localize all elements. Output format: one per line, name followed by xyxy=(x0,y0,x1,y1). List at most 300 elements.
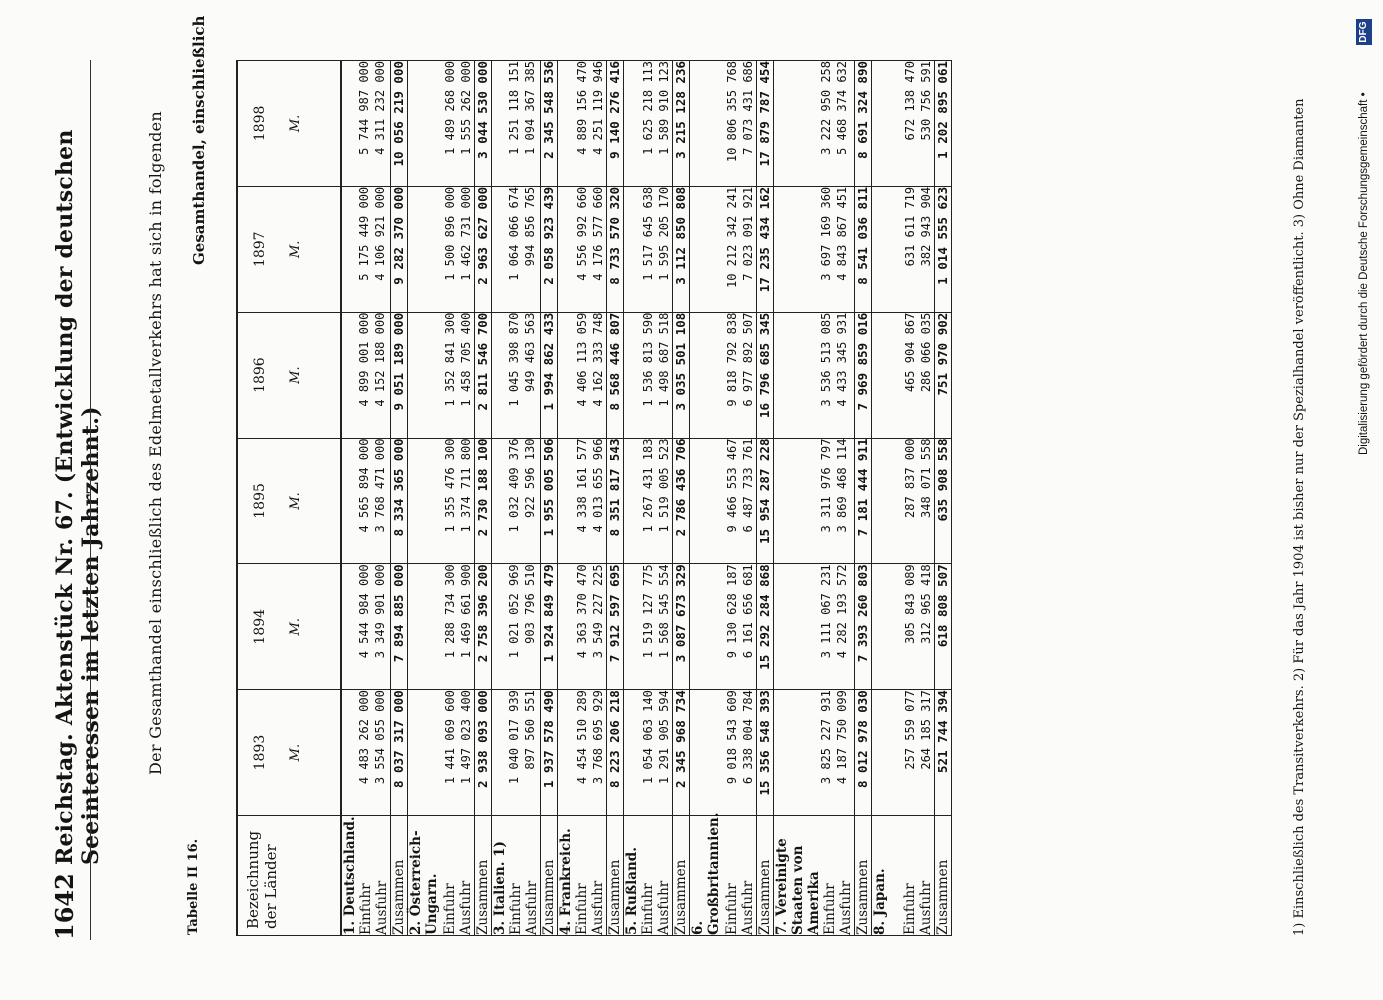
einfuhr-value: 3 825 227 931 xyxy=(819,690,833,785)
einfuhr-value: 1 441 069 600 xyxy=(443,690,457,785)
value-cell xyxy=(408,61,475,187)
value-cell xyxy=(690,312,757,438)
total-value: 2 963 627 000 xyxy=(475,186,492,312)
total-value: 751 970 902 xyxy=(935,312,952,438)
country-name: 3. Italien. 1) xyxy=(492,841,508,935)
total-value: 1 202 895 061 xyxy=(935,61,952,187)
cell-spacer xyxy=(492,187,506,312)
ausfuhr-value: 312 965 418 xyxy=(919,564,933,644)
value-cell xyxy=(872,564,935,690)
total-value: 15 954 287 228 xyxy=(757,438,774,564)
total-value: 3 087 673 329 xyxy=(673,564,690,690)
cell-spacer xyxy=(774,439,818,564)
ausfuhr-value: 1 568 545 554 xyxy=(657,564,671,659)
value-cell xyxy=(558,61,607,187)
total-value: 3 035 501 108 xyxy=(673,312,690,438)
row-label-ausfuhr: Ausfuhr xyxy=(740,880,756,935)
total-value: 3 044 530 000 xyxy=(475,61,492,187)
row-label-einfuhr: Einfuhr xyxy=(902,883,918,935)
einfuhr-value: 4 363 370 470 xyxy=(575,564,589,659)
ausfuhr-value: 4 106 921 000 xyxy=(373,186,387,281)
total-value: 10 056 219 000 xyxy=(391,61,408,187)
ausfuhr-value: 5 468 374 632 xyxy=(835,61,849,155)
table-label: Tabelle II 16. xyxy=(186,838,201,935)
total-value: 16 796 685 345 xyxy=(757,312,774,438)
cell-spacer xyxy=(342,439,356,564)
page-title: Reichstag. Aktenstück Nr. 67. (Entwicklung der deutschen Seeinteressen im letzten Jahrzehnt.) xyxy=(52,129,104,865)
cell-spacer xyxy=(408,690,442,815)
einfuhr-value: 1 352 841 300 xyxy=(443,312,457,407)
unit-label: M. xyxy=(288,240,303,258)
cell-spacer xyxy=(774,61,818,186)
cell-spacer xyxy=(342,564,356,689)
total-value: 15 292 284 868 xyxy=(757,564,774,690)
ausfuhr-value: 4 843 867 451 xyxy=(835,186,849,281)
total-row xyxy=(475,61,492,936)
einfuhr-value: 465 904 867 xyxy=(903,312,917,393)
ausfuhr-value: 1 498 687 518 xyxy=(657,312,671,407)
total-value: 8 037 317 000 xyxy=(391,690,408,816)
row-label-einfuhr: Einfuhr xyxy=(358,883,374,935)
cell-spacer xyxy=(872,439,902,564)
ausfuhr-value: 3 349 901 000 xyxy=(373,564,387,659)
total-value: 2 730 188 100 xyxy=(475,438,492,564)
value-cell xyxy=(408,438,475,564)
value-cell xyxy=(408,312,475,438)
einfuhr-value: 4 454 510 289 xyxy=(575,690,589,785)
year-label: 1893 xyxy=(252,734,268,771)
value-cell xyxy=(558,690,607,816)
cell-spacer xyxy=(774,187,818,312)
cell-spacer xyxy=(690,187,724,312)
ausfuhr-value: 949 463 563 xyxy=(523,312,537,393)
einfuhr-value: 3 536 513 085 xyxy=(819,312,833,407)
row-label-einfuhr: Einfuhr xyxy=(724,883,740,935)
einfuhr-value: 4 338 161 577 xyxy=(575,438,589,533)
einfuhr-value: 305 843 089 xyxy=(903,564,917,644)
country-name: 8. Japan. xyxy=(872,868,888,935)
value-cell xyxy=(558,312,607,438)
cell-spacer xyxy=(624,61,640,186)
total-value: 618 808 507 xyxy=(935,564,952,690)
cell-spacer xyxy=(872,61,902,186)
ausfuhr-value: 4 176 577 660 xyxy=(591,186,605,281)
cell-spacer xyxy=(624,187,640,312)
einfuhr-value: 4 899 001 000 xyxy=(357,312,371,407)
value-cell xyxy=(558,438,607,564)
total-value: 2 345 548 536 xyxy=(541,61,558,187)
table-header-row xyxy=(237,61,341,936)
cell-spacer xyxy=(408,439,442,564)
total-value: 1 937 578 490 xyxy=(541,690,558,816)
country-name: 2. Österreich-Ungarn. xyxy=(408,830,440,935)
total-value: 8 541 036 811 xyxy=(855,186,872,312)
country-row xyxy=(492,61,541,936)
einfuhr-value: 4 483 262 000 xyxy=(357,690,371,785)
value-cell xyxy=(690,564,757,690)
ausfuhr-value: 4 152 188 000 xyxy=(373,312,387,407)
cell-spacer xyxy=(690,564,724,689)
cell-spacer xyxy=(342,313,356,438)
year-label: 1898 xyxy=(252,105,268,142)
value-cell xyxy=(774,438,855,564)
einfuhr-value: 1 267 431 183 xyxy=(641,438,655,533)
total-value: 1 924 849 479 xyxy=(541,564,558,690)
ausfuhr-value: 3 768 695 929 xyxy=(591,690,605,785)
total-value: 17 235 434 162 xyxy=(757,186,774,312)
country-name: 4. Frankreich. xyxy=(558,828,574,935)
country-row xyxy=(341,61,391,936)
ausfuhr-value: 4 251 119 946 xyxy=(591,61,605,155)
einfuhr-value: 3 111 067 231 xyxy=(819,564,833,659)
cell-spacer xyxy=(492,564,506,689)
einfuhr-value: 1 251 118 151 xyxy=(507,61,521,155)
cell-spacer xyxy=(624,564,640,689)
value-cell xyxy=(872,61,935,187)
row-label-ausfuhr: Ausfuhr xyxy=(524,880,540,935)
ausfuhr-value: 903 796 510 xyxy=(523,564,537,644)
value-cell xyxy=(690,61,757,187)
value-cell xyxy=(690,690,757,816)
value-cell xyxy=(872,186,935,312)
total-value: 7 393 260 803 xyxy=(855,564,872,690)
year-column-header xyxy=(237,312,341,438)
ausfuhr-value: 348 071 558 xyxy=(919,438,933,518)
ausfuhr-value: 1 291 905 594 xyxy=(657,690,671,785)
einfuhr-value: 1 536 813 590 xyxy=(641,312,655,407)
einfuhr-value: 4 556 992 660 xyxy=(575,186,589,281)
total-value: 2 058 923 439 xyxy=(541,186,558,312)
total-value: 8 568 446 807 xyxy=(607,312,624,438)
total-row xyxy=(855,61,872,936)
total-label: Zusammen xyxy=(757,816,774,936)
total-label: Zusammen xyxy=(607,816,624,936)
value-cell xyxy=(774,186,855,312)
row-label-einfuhr: Einfuhr xyxy=(442,883,458,935)
einfuhr-value: 1 288 734 300 xyxy=(443,564,457,659)
total-value: 8 334 365 000 xyxy=(391,438,408,564)
total-value: 2 345 968 734 xyxy=(673,690,690,816)
row-label-cell xyxy=(690,812,757,936)
total-label: Zusammen xyxy=(855,816,872,936)
einfuhr-value: 1 054 063 140 xyxy=(641,690,655,785)
year-column-header xyxy=(237,186,341,312)
einfuhr-value: 1 021 052 969 xyxy=(507,564,521,659)
einfuhr-value: 1 519 127 775 xyxy=(641,564,655,659)
total-value: 9 051 189 000 xyxy=(391,312,408,438)
total-label: Zusammen xyxy=(673,816,690,936)
year-label: 1894 xyxy=(252,608,268,645)
value-cell xyxy=(492,186,541,312)
year-column-header xyxy=(237,564,341,690)
einfuhr-value: 1 625 218 113 xyxy=(641,61,655,155)
total-value: 8 691 324 890 xyxy=(855,61,872,187)
einfuhr-value: 257 559 077 xyxy=(903,690,917,770)
einfuhr-value: 4 544 984 000 xyxy=(357,564,371,659)
total-label: Zusammen xyxy=(391,816,408,936)
ausfuhr-value: 1 458 705 400 xyxy=(459,312,473,407)
footnotes: 1) Einschließlich des Transitverkehrs. 2) Für das Jahr 1904 ist bisher nur der Spezialhandel veröffentlicht. 3) Ohne Diamanten xyxy=(1292,98,1307,936)
cell-spacer xyxy=(408,564,442,689)
cell-spacer xyxy=(624,690,640,815)
cell-spacer xyxy=(774,564,818,689)
row-label-ausfuhr: Ausfuhr xyxy=(656,880,672,935)
value-cell xyxy=(492,61,541,187)
unit-label: M. xyxy=(288,618,303,636)
cell-spacer xyxy=(558,564,574,689)
cell-spacer xyxy=(342,61,356,186)
total-value: 8 012 978 030 xyxy=(855,690,872,816)
cell-spacer xyxy=(558,439,574,564)
cell-spacer xyxy=(342,187,356,312)
unit-label: M. xyxy=(288,492,303,510)
cell-spacer xyxy=(690,690,724,815)
unit-label: M. xyxy=(288,114,303,133)
total-value: 7 894 885 000 xyxy=(391,564,408,690)
value-cell xyxy=(872,690,935,816)
einfuhr-value: 1 489 268 000 xyxy=(443,61,457,155)
header-rule xyxy=(90,60,91,940)
country-row xyxy=(774,61,855,936)
total-value: 2 938 093 000 xyxy=(475,690,492,816)
total-row xyxy=(391,61,408,936)
row-label-ausfuhr: Ausfuhr xyxy=(918,880,934,935)
value-cell xyxy=(774,61,855,187)
ausfuhr-value: 1 519 005 523 xyxy=(657,438,671,533)
ausfuhr-value: 1 595 205 170 xyxy=(657,186,671,281)
row-label-einfuhr: Einfuhr xyxy=(574,883,590,935)
total-value: 1 014 555 623 xyxy=(935,186,952,312)
row-label-ausfuhr: Ausfuhr xyxy=(838,880,854,935)
ausfuhr-value: 6 338 004 784 xyxy=(741,690,755,785)
ausfuhr-value: 897 560 551 xyxy=(523,690,537,770)
einfuhr-value: 4 406 113 059 xyxy=(575,312,589,407)
einfuhr-value: 1 040 017 939 xyxy=(507,690,521,785)
einfuhr-value: 1 517 645 638 xyxy=(641,186,655,281)
ausfuhr-value: 994 856 765 xyxy=(523,186,537,267)
cell-spacer xyxy=(558,187,574,312)
einfuhr-value: 287 837 000 xyxy=(903,438,917,518)
einfuhr-value: 1 032 409 376 xyxy=(507,438,521,533)
value-cell xyxy=(341,61,391,187)
ausfuhr-value: 6 487 733 761 xyxy=(741,438,755,533)
total-value: 9 140 276 416 xyxy=(607,61,624,187)
cell-spacer xyxy=(690,313,724,438)
row-label-cell xyxy=(558,816,607,936)
value-cell xyxy=(341,564,391,690)
ausfuhr-value: 4 311 232 000 xyxy=(373,61,387,155)
cell-spacer xyxy=(342,690,356,815)
einfuhr-value: 5 175 449 000 xyxy=(357,186,371,281)
cell-spacer xyxy=(558,61,574,186)
ausfuhr-value: 530 756 591 xyxy=(919,61,933,141)
ausfuhr-value: 6 977 892 507 xyxy=(741,312,755,407)
total-value: 7 969 859 016 xyxy=(855,312,872,438)
table-body xyxy=(341,61,952,936)
country-name: 1. Deutschland. xyxy=(342,816,358,935)
country-row xyxy=(624,61,673,936)
value-cell xyxy=(624,312,673,438)
einfuhr-value: 1 045 398 870 xyxy=(507,312,521,407)
cell-spacer xyxy=(408,187,442,312)
cell-spacer xyxy=(690,61,724,186)
cell-spacer xyxy=(690,439,724,564)
ausfuhr-value: 922 596 130 xyxy=(523,438,537,518)
total-value: 7 181 444 911 xyxy=(855,438,872,564)
total-row xyxy=(673,61,690,936)
total-value: 3 215 128 236 xyxy=(673,61,690,187)
einfuhr-value: 3 222 950 258 xyxy=(819,61,833,155)
cell-spacer xyxy=(872,187,902,312)
einfuhr-value: 1 355 476 300 xyxy=(443,438,457,533)
cell-spacer xyxy=(492,439,506,564)
value-cell xyxy=(341,438,391,564)
value-cell xyxy=(492,564,541,690)
cell-spacer xyxy=(492,61,506,186)
ausfuhr-value: 1 469 661 900 xyxy=(459,564,473,659)
total-value: 1 955 005 506 xyxy=(541,438,558,564)
total-label: Zusammen xyxy=(541,816,558,936)
country-name: 5. Rußland. xyxy=(624,847,640,935)
einfuhr-value: 9 018 543 609 xyxy=(725,690,739,785)
value-cell xyxy=(558,564,607,690)
row-label-cell xyxy=(492,816,541,936)
cell-spacer xyxy=(408,61,442,186)
value-cell xyxy=(341,186,391,312)
cell-spacer xyxy=(408,313,442,438)
cell-spacer xyxy=(872,690,902,815)
cell-spacer xyxy=(558,690,574,815)
total-value: 8 733 570 320 xyxy=(607,186,624,312)
total-row xyxy=(757,61,774,936)
total-value: 8 223 206 218 xyxy=(607,690,624,816)
value-cell xyxy=(774,564,855,690)
total-row xyxy=(935,61,952,936)
row-label-einfuhr: Einfuhr xyxy=(508,883,524,935)
value-cell xyxy=(690,438,757,564)
ausfuhr-value: 264 185 317 xyxy=(919,690,933,770)
ausfuhr-value: 3 549 227 225 xyxy=(591,564,605,659)
row-label-cell xyxy=(872,816,935,936)
total-label: Zusammen xyxy=(475,816,492,936)
total-value: 2 758 396 200 xyxy=(475,564,492,690)
trade-table xyxy=(236,60,952,936)
cell-spacer xyxy=(492,690,506,815)
row-label-cell xyxy=(774,816,855,936)
dfg-logo: DFG xyxy=(1356,19,1372,45)
total-value: 17 879 787 454 xyxy=(757,61,774,187)
row-label-ausfuhr: Ausfuhr xyxy=(374,880,390,935)
ausfuhr-value: 286 066 035 xyxy=(919,312,933,393)
country-row xyxy=(872,61,935,936)
cell-spacer xyxy=(774,690,818,815)
value-cell xyxy=(774,312,855,438)
einfuhr-value: 3 697 169 360 xyxy=(819,186,833,281)
ausfuhr-value: 1 555 262 000 xyxy=(459,61,473,155)
total-value: 521 744 394 xyxy=(935,690,952,816)
value-cell xyxy=(624,186,673,312)
total-value: 2 811 546 700 xyxy=(475,312,492,438)
total-value: 15 356 548 393 xyxy=(757,690,774,816)
cell-spacer xyxy=(872,564,902,689)
year-column-header xyxy=(237,690,341,816)
value-cell xyxy=(558,186,607,312)
total-value: 3 112 850 808 xyxy=(673,186,690,312)
page-header xyxy=(40,60,104,940)
einfuhr-value: 9 466 553 467 xyxy=(725,438,739,533)
country-row xyxy=(690,61,757,936)
value-cell xyxy=(341,312,391,438)
cell-spacer xyxy=(624,439,640,564)
value-cell xyxy=(408,690,475,816)
ausfuhr-value: 4 187 750 099 xyxy=(835,690,849,785)
einfuhr-value: 9 130 628 187 xyxy=(725,564,739,659)
value-cell xyxy=(408,564,475,690)
total-row xyxy=(607,61,624,936)
country-name: 7. Vereinigte Staaten von Amerika xyxy=(774,838,822,935)
value-cell xyxy=(624,61,673,187)
row-label-ausfuhr: Ausfuhr xyxy=(590,880,606,935)
country-row xyxy=(408,61,475,936)
row-label-ausfuhr: Ausfuhr xyxy=(458,880,474,935)
ausfuhr-value: 1 374 711 800 xyxy=(459,438,473,533)
year-column-header xyxy=(237,438,341,564)
ausfuhr-value: 3 554 055 000 xyxy=(373,690,387,785)
ausfuhr-value: 4 433 345 931 xyxy=(835,312,849,407)
label-column-header: Bezeichnung der Länder xyxy=(237,816,341,936)
total-value: 2 786 436 706 xyxy=(673,438,690,564)
ausfuhr-value: 1 094 367 385 xyxy=(523,61,537,155)
cell-spacer xyxy=(558,313,574,438)
unit-label: M. xyxy=(288,366,303,384)
table-subheading: Gesamthandel, einschließlich xyxy=(190,15,208,265)
cell-spacer xyxy=(624,313,640,438)
row-label-einfuhr: Einfuhr xyxy=(640,883,656,935)
row-label-cell xyxy=(341,816,391,936)
einfuhr-value: 631 611 719 xyxy=(903,186,917,267)
year-label: 1897 xyxy=(252,231,268,268)
einfuhr-value: 672 138 470 xyxy=(903,61,917,141)
value-cell xyxy=(408,186,475,312)
unit-label: M. xyxy=(288,743,303,762)
intro-text: Der Gesamthandel einschließlich des Edelmetallverkehrs hat sich in folgenden xyxy=(146,110,165,775)
einfuhr-value: 3 311 976 797 xyxy=(819,438,833,533)
total-label: Zusammen xyxy=(935,816,952,936)
value-cell xyxy=(624,690,673,816)
country-row xyxy=(558,61,607,936)
cell-spacer xyxy=(872,313,902,438)
einfuhr-value: 10 212 342 241 xyxy=(725,186,739,289)
value-cell xyxy=(492,312,541,438)
row-label-cell xyxy=(624,816,673,936)
total-value: 9 282 370 000 xyxy=(391,186,408,312)
value-cell xyxy=(872,312,935,438)
ausfuhr-value: 1 589 910 123 xyxy=(657,61,671,155)
ausfuhr-value: 4 282 193 572 xyxy=(835,564,849,659)
ausfuhr-value: 4 162 333 748 xyxy=(591,312,605,407)
value-cell xyxy=(774,690,855,816)
year-label: 1896 xyxy=(252,357,268,393)
ausfuhr-value: 3 768 471 000 xyxy=(373,438,387,533)
value-cell xyxy=(492,690,541,816)
year-label: 1895 xyxy=(252,483,268,519)
value-cell xyxy=(341,690,391,816)
ausfuhr-value: 6 161 656 681 xyxy=(741,564,755,659)
einfuhr-value: 4 889 156 470 xyxy=(575,61,589,155)
ausfuhr-value: 7 073 431 686 xyxy=(741,61,755,155)
ausfuhr-value: 382 943 904 xyxy=(919,186,933,267)
ausfuhr-value: 1 497 023 400 xyxy=(459,690,473,785)
